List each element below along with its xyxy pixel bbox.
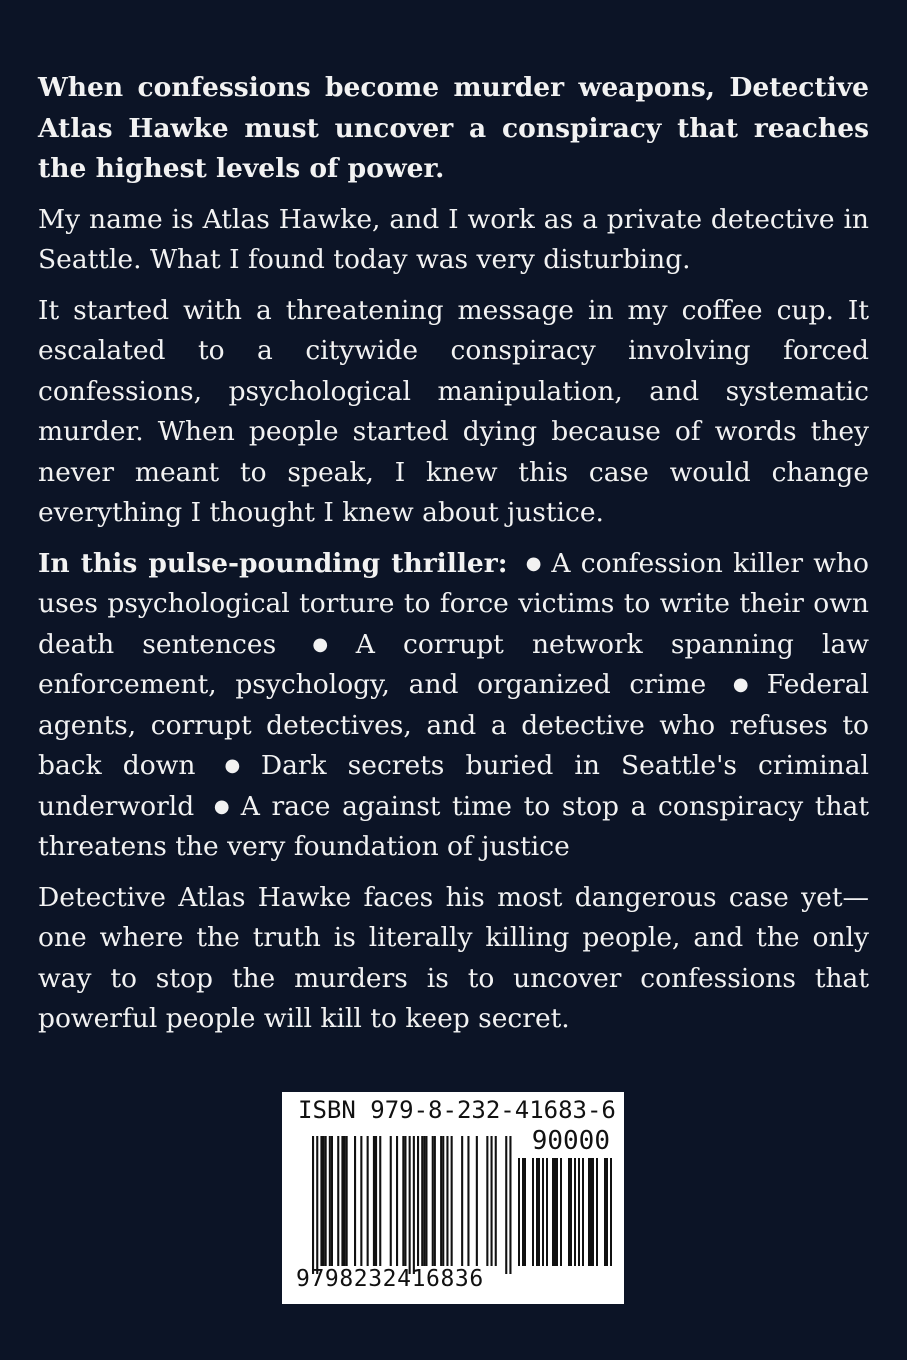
barcode-bar: [375, 1136, 377, 1266]
addon-bar: [522, 1158, 524, 1266]
barcode-bar: [312, 1136, 314, 1274]
barcode-bar: [491, 1136, 493, 1266]
bullet-dot-icon: ●: [525, 552, 544, 574]
barcode-bar: [486, 1136, 488, 1266]
barcode-bar: [467, 1136, 469, 1266]
barcode-bar: [446, 1136, 448, 1266]
barcode-bar: [329, 1136, 331, 1266]
addon-bar: [610, 1158, 612, 1266]
addon-bar: [538, 1158, 540, 1266]
barcode-bar: [360, 1136, 362, 1266]
blurb-paragraph-2: It started with a threatening message in my coffee cup. It escalated to a citywide conspiracy involving forced confessions, psychological manipulation, and systematic murder. When people started dying because of words they never meant to speak, I knew this case would change everything I thought I knew about justice.: [38, 294, 869, 528]
addon-bar: [532, 1158, 534, 1266]
barcode-bar: [461, 1136, 463, 1266]
barcode-bar: [442, 1136, 444, 1266]
barcode-bar: [432, 1136, 434, 1266]
bullet-item: Dark secrets buried in Seattle's criminal underworld: [38, 750, 869, 822]
addon-bar: [560, 1158, 562, 1266]
addon-bar: [588, 1158, 590, 1266]
blurb-text: [38, 68, 869, 1050]
barcode-bar: [367, 1136, 369, 1266]
barcode-bar: [476, 1136, 478, 1266]
barcode-bar: [421, 1136, 423, 1266]
addon-bar: [524, 1158, 526, 1266]
addon-bar: [574, 1158, 576, 1266]
thriller-lead: In this pulse-pounding thriller:: [38, 547, 508, 579]
bullet-item: Federal agents, corrupt detectives, and a detective who refuses to back down: [38, 669, 869, 781]
barcode-bar: [337, 1136, 339, 1266]
barcode-bar: [390, 1136, 392, 1266]
barcode-bar: [325, 1136, 327, 1266]
barcode-bar: [440, 1136, 442, 1266]
addon-bar: [518, 1158, 520, 1266]
barcode-bar: [404, 1136, 406, 1266]
barcode-bar: [323, 1136, 325, 1266]
addon-bar: [536, 1158, 538, 1266]
addon-bar: [582, 1158, 584, 1266]
blurb-paragraph-1: My name is Atlas Hawke, and I work as a private detective in Seattle. What I found today was very disturbing.: [38, 203, 869, 275]
barcode-bar: [341, 1136, 343, 1266]
addon-bar: [606, 1158, 608, 1266]
addon-bar: [542, 1158, 544, 1266]
barcode-bar: [423, 1136, 425, 1266]
isbn-barcode: [282, 1092, 624, 1304]
price-code: 90000: [531, 1126, 610, 1156]
barcode-bar: [331, 1136, 333, 1266]
addon-bar: [546, 1158, 548, 1266]
barcode-bar: [425, 1136, 427, 1266]
addon-bar: [570, 1158, 572, 1266]
barcode-bar: [509, 1136, 511, 1274]
bullet-item: A race against time to stop a conspiracy that threatens the very foundation of justice: [38, 790, 869, 862]
barcode-bar: [354, 1136, 356, 1266]
addon-bar: [556, 1158, 558, 1266]
isbn-label: ISBN 979-8-232-41683-6: [298, 1096, 616, 1124]
barcode-bar: [505, 1136, 507, 1274]
addon-bar: [578, 1158, 580, 1266]
addon-bar: [596, 1158, 598, 1266]
bullet-dot-icon: ●: [732, 674, 759, 695]
barcode-bar: [495, 1136, 497, 1266]
addon-bar: [592, 1158, 594, 1266]
bullet-item: A confession killer who uses psychological torture to force victims to write their own death sentences: [38, 547, 869, 660]
barcode-bar: [413, 1136, 415, 1274]
bullet-dot-icon: ●: [213, 795, 233, 817]
bullet-dot-icon: ●: [224, 755, 253, 776]
bullet-dot-icon: ●: [312, 633, 348, 655]
addon-bar: [552, 1158, 554, 1266]
barcode-bar: [379, 1136, 381, 1266]
barcode-bar: [409, 1136, 411, 1274]
blurb-closing: Detective Atlas Hawke faces his most dangerous case yet—one where the truth is literally killing people, and the only way to stop the murders is to uncover confessions that powerful people will kill to keep secret.: [38, 881, 869, 1034]
barcode-bar: [451, 1136, 453, 1266]
barcode-bar: [373, 1136, 375, 1266]
addon-bar: [590, 1158, 592, 1266]
addon-bar: [568, 1158, 570, 1266]
addon-bar: [554, 1158, 556, 1266]
blurb-headline: When confessions become murder weapons, Detective Atlas Hawke must uncover a conspiracy that reaches the highest levels of power.: [38, 72, 869, 184]
barcode-bar: [417, 1136, 419, 1266]
barcode-bar: [396, 1136, 398, 1266]
barcode-bar: [316, 1136, 318, 1274]
barcode-bar: [344, 1136, 346, 1266]
barcode-bar: [434, 1136, 436, 1266]
barcode-bar: [346, 1136, 348, 1266]
thriller-features: [38, 544, 869, 868]
barcode-bar: [402, 1136, 404, 1266]
addon-bar: [604, 1158, 606, 1266]
bullet-item: A corrupt network spanning law enforcement, psychology, and organized crime: [38, 628, 869, 700]
barcode-digits: 9798232416836: [296, 1266, 484, 1292]
barcode-bar: [320, 1136, 322, 1266]
